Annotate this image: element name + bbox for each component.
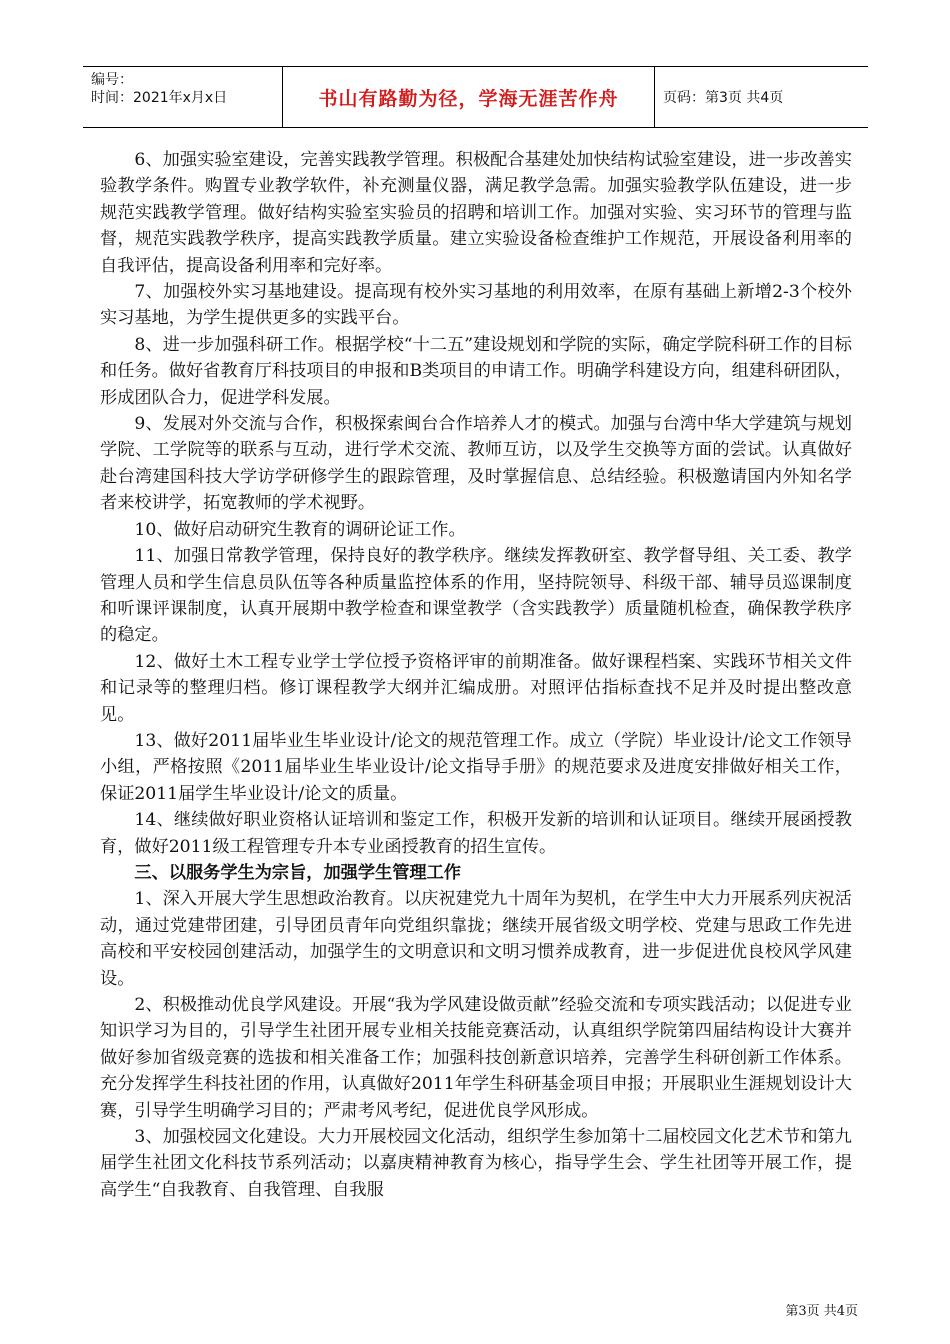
page-header: [83, 66, 868, 128]
number-label: 编号：: [91, 72, 133, 88]
header-motto-cell: [283, 67, 655, 127]
header-meta: [83, 67, 283, 127]
motto-text: 书山有路勤为径，学海无涯苦作舟: [318, 87, 619, 110]
header-page-cell: [655, 67, 868, 127]
page-footer: 第3页 共4页: [785, 1304, 858, 1319]
document-body: [100, 147, 852, 1203]
paragraph-6: 6、加强实验室建设，完善实践教学管理。积极配合基建处加快结构试验室建设，进一步改善实验教学条件。购置专业教学软件，补充测量仪器，满足教学急需。加强实验教学队伍建设，进一步规范实践教学管理。做好结构实验室实验员的招聘和培训工作。加强对实验、实习环节的管理与监督，规范实践教学秩序，提高实践教学质量。建立实验设备检查维护工作规范，开展设备利用率的自我评估，提高设备利用率和完好率。: [100, 150, 852, 276]
page-label: 页码：第3页 共4页: [663, 90, 784, 106]
paragraph-7: 7、加强校外实习基地建设。提高现有校外实习基地的利用效率，在原有基础上新增2-3个校外实习基地，为学生提供更多的实践平台。: [100, 282, 852, 329]
paragraph-11: 11、加强日常教学管理，保持良好的教学秩序。继续发挥教研室、教学督导组、关工委、教学管理人员和学生信息员队伍等各种质量监控体系的作用，坚持院领导、科级干部、辅导员巡课制度和听课评课制度，认真开展期中教学检查和课堂教学（含实践教学）质量随机检查，确保教学秩序的稳定。: [100, 546, 852, 646]
student-paragraph-1: 1、深入开展大学生思想政治教育。以庆祝建党九十周年为契机，在学生中大力开展系列庆祝活动，通过党建带团建，引导团员青年向党组织靠拢；继续开展省级文明学校、党建与思政工作先进高校和平安校园创建活动，加强学生的文明意识和文明习惯养成教育，进一步促进优良校风学风建设。: [100, 889, 852, 989]
paragraph-13: 13、做好2011届毕业生毕业设计/论文的规范管理工作。成立（学院）毕业设计/论文工作领导小组，严格按照《2011届毕业生毕业设计/论文指导手册》的规范要求及进度安排做好相关工作，保证2011届学生毕业设计/论文的质量。: [100, 730, 852, 804]
time-label: 时间：2021年x月x日: [91, 90, 228, 106]
student-paragraph-3: 3、加强校园文化建设。大力开展校园文化活动，组织学生参加第十二届校园文化艺术节和第九届学生社团文化科技节系列活动；以嘉庚精神教育为核心，指导学生会、学生社团等开展工作，提高学生“自我教育、自我管理、自我服: [100, 1127, 852, 1200]
paragraph-10: 10、做好启动研究生教育的调研论证工作。: [134, 519, 466, 540]
section-heading-3: 三、以服务学生为宗旨，加强学生管理工作: [134, 862, 461, 883]
paragraph-9: 9、发展对外交流与合作，积极探索闽台合作培养人才的模式。加强与台湾中华大学建筑与规划学院、工学院等的联系与互动，进行学术交流、教师互访，以及学生交换等方面的尝试。认真做好赴台湾建国科技大学访学研修学生的跟踪管理，及时掌握信息、总结经验。积极邀请国内外知名学者来校讲学，拓宽教师的学术视野。: [100, 414, 852, 514]
student-paragraph-2: 2、积极推动优良学风建设。开展“我为学风建设做贡献”经验交流和专项实践活动；以促进专业知识学习为目的，引导学生社团开展专业相关技能竞赛活动，认真组织学院第四届结构设计大赛并做好参加省级竞赛的选拔和相关准备工作；加强科技创新意识培养，完善学生科研创新工作体系。充分发挥学生科技社团的作用，认真做好2011年学生科研基金项目申报；开展职业生涯规划设计大赛，引导学生明确学习目的；严肃考风考纪，促进优良学风形成。: [100, 995, 852, 1121]
paragraph-14: 14、继续做好职业资格认证培训和鉴定工作，积极开发新的培训和认证项目。继续开展函授教育，做好2011级工程管理专升本专业函授教育的招生宣传。: [100, 810, 852, 857]
paragraph-8: 8、进一步加强科研工作。根据学校“十二五”建设规划和学院的实际，确定学院科研工作的目标和任务。做好省教育厅科技项目的申报和B类项目的申请工作。明确学科建设方向，组建科研团队，形成团队合力，促进学科发展。: [100, 334, 852, 408]
paragraph-12: 12、做好土木工程专业学士学位授予资格评审的前期准备。做好课程档案、实践环节相关文件和记录等的整理归档。修订课程教学大纲并汇编成册。对照评估指标查找不足并及时提出整改意见。: [100, 651, 852, 725]
